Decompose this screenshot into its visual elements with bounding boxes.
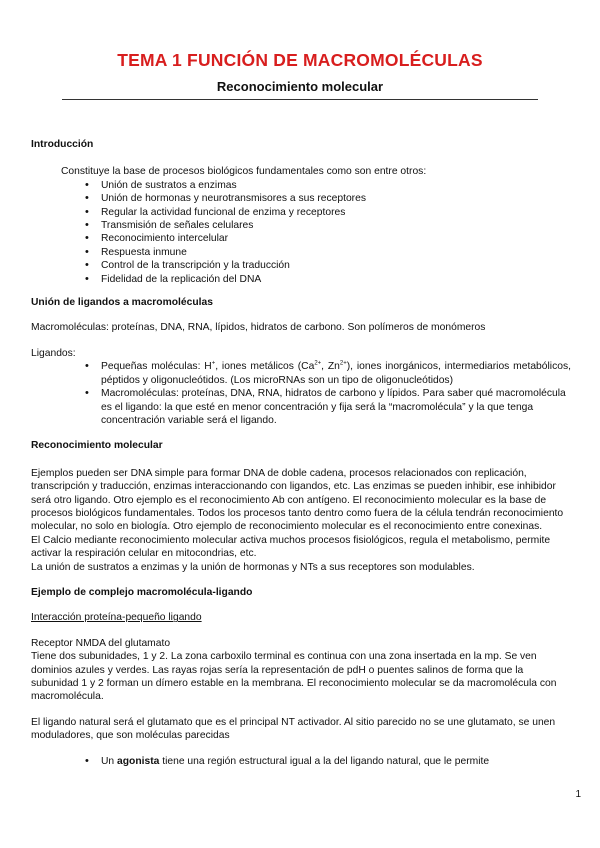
reconocimiento-para-2: El Calcio mediante reconocimiento molecular activa muchos procesos fisiológicos, regula el metabolismo, permite activar la respiración celular en mitocondrias, etc.: [31, 534, 551, 560]
section-heading-reconocimiento: Reconocimiento molecular: [31, 440, 163, 452]
list-item: • Unión de sustratos a enzimas: [79, 179, 571, 192]
list-item: • Control de la transcripción y la traducción: [79, 259, 571, 272]
reconocimiento-para-3: La unión de sustratos a enzimas y la unión de hormonas y NTs a sus receptores son modulables.: [31, 561, 475, 573]
list-item: • Pequeñas moléculas: H+, iones metálicos ($Ca^{2+}$, $Zn^{2+}$), iones inorgánicos, intermediarios metabólicos, péptidos y oligonucleótidos. (Los microRNAs son un tipo de oligonucleótidos): [79, 360, 571, 387]
ligandos-list: [79, 360, 571, 427]
section-heading-union: Unión de ligandos a macromoléculas: [31, 297, 213, 309]
agonista-list: [79, 755, 571, 768]
section-heading-ejemplo: Ejemplo de complejo macromolécula-ligando: [31, 586, 253, 598]
document-subtitle: Reconocimiento molecular: [216, 79, 384, 94]
page-number: 1: [575, 789, 581, 800]
intro-list: [79, 179, 571, 286]
document-title: TEMA 1 FUNCIÓN DE MACROMOLÉCULAS: [117, 50, 483, 70]
list-item: • Transmisión de señales celulares: [79, 219, 571, 232]
macromoleculas-line: Macromoléculas: proteínas, DNA, RNA, lípidos, hidratos de carbono. Son polímeros de monómeros: [31, 322, 486, 334]
list-item: • Un agonista tiene una región estructural igual a la del ligando natural, que le permite: [79, 755, 571, 768]
list-item: • Regular la actividad funcional de enzima y receptores: [79, 206, 571, 219]
receptor-text: Tiene dos subunidades, 1 y 2. La zona carboxilo terminal es continua con una zona insertada en la mp. Se ven dominios azules y verdes. Las rayas rojas sería la representación de pdH o puentes salinos de forma que la subunidad 1 y 2 forman un dímero estable en la membrana. El reconocimiento molecular se da macromolécula con macromolécula.: [31, 651, 557, 703]
list-item: • Unión de hormonas y neurotransmisores a sus receptores: [79, 192, 571, 205]
section-heading-introduccion: Introducción: [31, 139, 94, 150]
list-item: • Macromoléculas: proteínas, DNA, RNA, hidratos de carbono y lípidos. Para saber qué macromolécula es el ligando: la que esté en menor concentración y fija será la “macromolécula” y la que tenga concentración variable será el ligando.: [79, 387, 571, 427]
list-item: • Fidelidad de la replicación del DNA: [79, 273, 571, 286]
list-item: • Respuesta inmune: [79, 246, 571, 259]
subheading-interaccion: Interacción proteína-pequeño ligando: [31, 612, 202, 624]
receptor-title: Receptor NMDA del glutamato: [31, 637, 171, 649]
reconocimiento-para-1: Ejemplos pueden ser DNA simple para formar DNA de doble cadena, procesos relacionados con replicación, transcripción y traducción, enzimas interaccionando con ligandos, etc. Las enzimas se pueden inhibir, ese inhibidor será otro ligando. Otro ejemplo es el reconocimiento Ab con antígeno. El reconocimiento molecular es la base de procesos biológicos fundamentales. Todos los procesos tanto dentro como fuera de la célula tendrán reconocimiento molecular, no solo en biología. Otro ejemplo de reconocimiento molecular es el reconocimiento entre conexinas.: [31, 467, 564, 533]
document-body: [31, 138, 571, 768]
title-divider: [62, 99, 538, 100]
intro-lead: Constituye la base de procesos biológicos fundamentales como son entre otros:: [61, 166, 427, 178]
ligand-text: El ligando natural será el glutamato que es el principal NT activador. Al sitio parecido no se une glutamato, se unen moduladores, que son moléculas parecidas: [31, 716, 556, 742]
list-item: • Reconocimiento intercelular: [79, 232, 571, 245]
ligandos-label: Ligandos:: [31, 347, 76, 359]
